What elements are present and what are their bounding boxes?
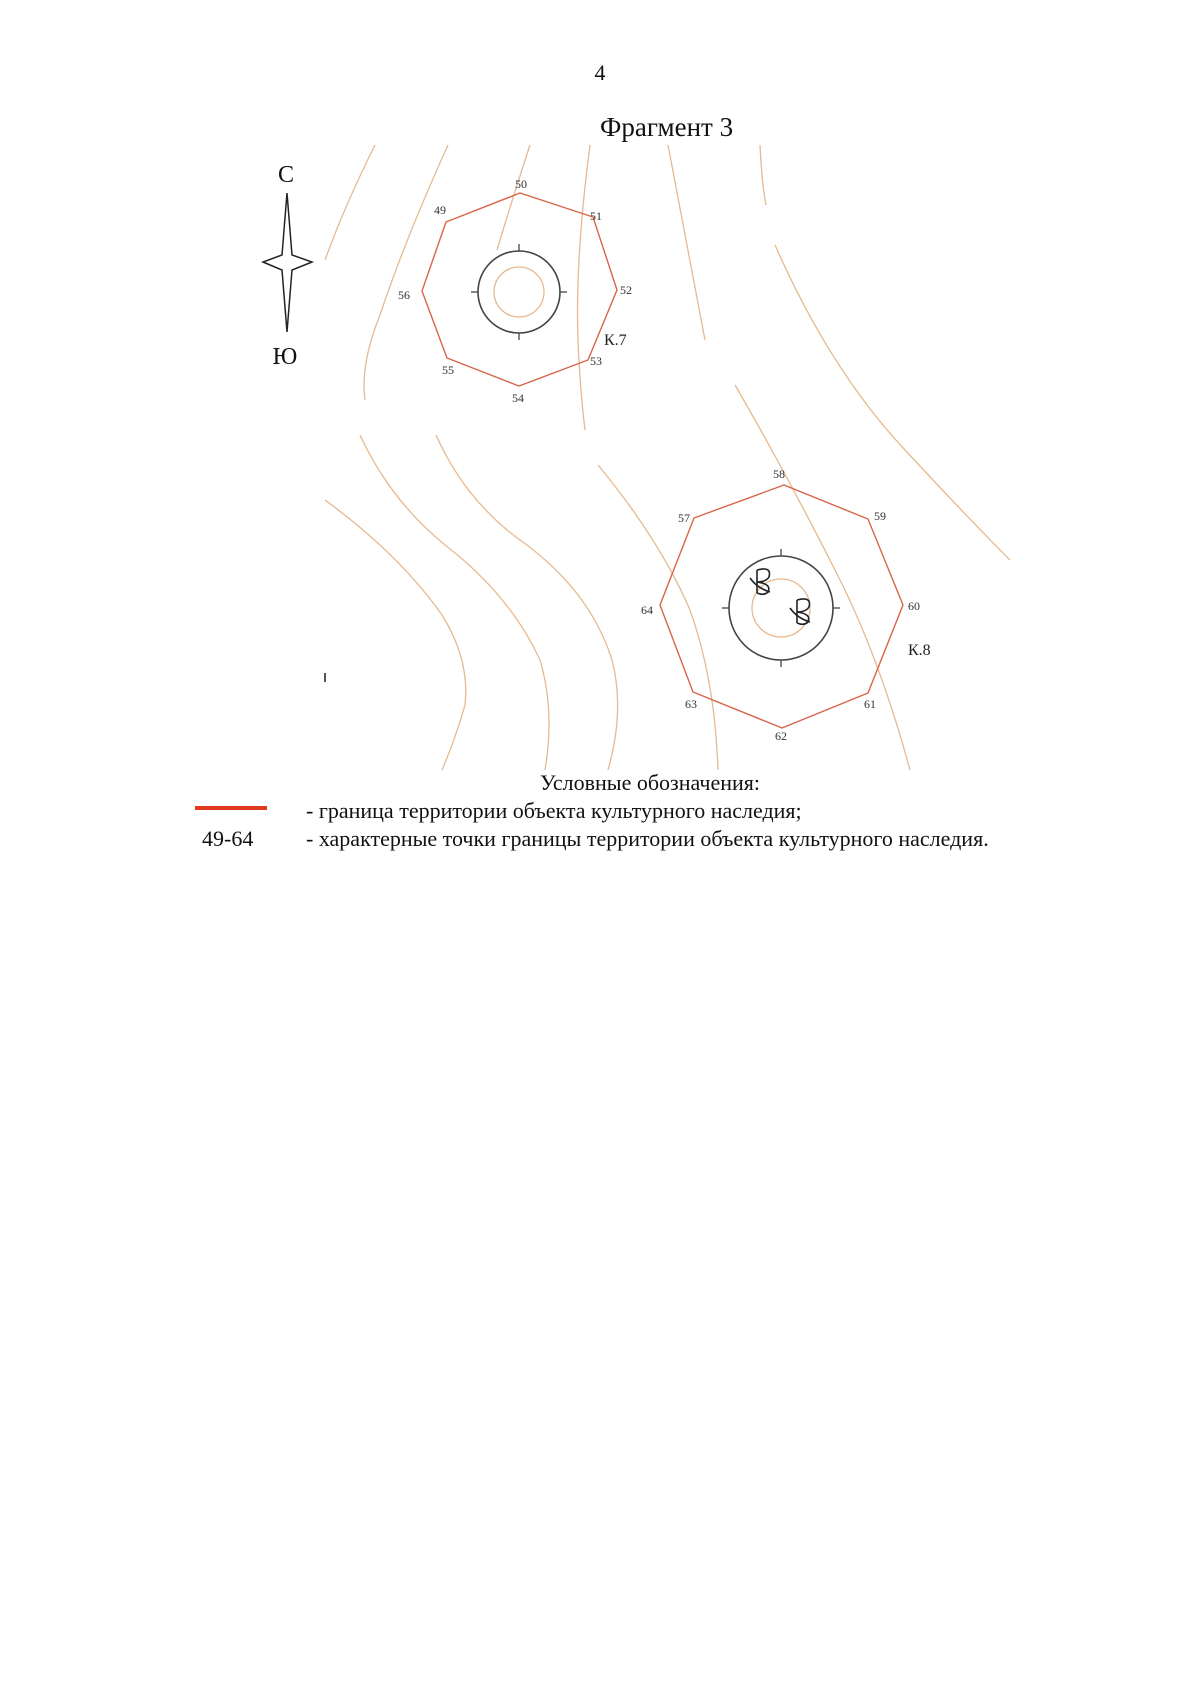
point-label-51: 51 — [590, 209, 602, 223]
point-label-56: 56 — [398, 288, 410, 302]
legend-boundary-line — [195, 806, 267, 810]
disturbance-icon — [790, 599, 810, 624]
point-label-54: 54 — [512, 391, 524, 405]
contour-line — [325, 500, 466, 770]
legend-title: Условные обозначения: — [539, 770, 761, 795]
page-number: 4 — [594, 60, 606, 85]
north-arrow — [263, 162, 312, 370]
contour-line — [364, 145, 448, 400]
mound-label-k8: К.8 — [908, 642, 931, 659]
contour-lines — [325, 145, 1010, 770]
point-label-52: 52 — [620, 283, 632, 297]
contour-line — [497, 145, 530, 250]
compass-south: Ю — [272, 344, 298, 370]
mound-ticks — [722, 549, 840, 667]
point-label-53: 53 — [590, 354, 602, 368]
contour-line — [325, 145, 375, 260]
boundary-polygon — [660, 485, 903, 728]
mound-label-k7: К.7 — [604, 332, 627, 349]
contour-line — [360, 435, 549, 770]
contour-line — [668, 145, 705, 340]
point-label-62: 62 — [775, 729, 787, 743]
contour-line — [760, 145, 766, 205]
fragment-title: Фрагмент 3 — [600, 112, 734, 142]
contour-line — [598, 465, 718, 770]
contour-line — [436, 435, 618, 770]
mound-outer-circle — [729, 556, 833, 660]
contour-line — [775, 245, 1010, 560]
boundary-k7 — [398, 177, 632, 405]
contour-line — [578, 145, 591, 430]
mound-ticks — [471, 244, 567, 340]
legend-boundary-text: - граница территории объекта культурного наследия; — [306, 798, 802, 823]
point-label-49: 49 — [434, 203, 446, 217]
point-label-55: 55 — [442, 363, 454, 377]
point-label-60: 60 — [908, 599, 920, 613]
boundary-k8 — [641, 467, 931, 743]
boundary-polygon — [422, 193, 617, 386]
compass-north: С — [277, 162, 295, 188]
mound-outer-circle — [478, 251, 560, 333]
point-label-64: 64 — [641, 603, 653, 617]
compass-needle — [263, 193, 312, 332]
legend-points-range: 49-64 — [202, 826, 254, 851]
mound-inner-circle — [494, 267, 544, 317]
point-label-50: 50 — [515, 177, 527, 191]
legend-points-text: - характерные точки границы территории объекта культурного наследия. — [306, 826, 989, 851]
disturbance-icon — [750, 569, 770, 594]
point-label-58: 58 — [773, 467, 785, 481]
point-label-61: 61 — [864, 697, 876, 711]
point-label-63: 63 — [685, 697, 697, 711]
point-label-57: 57 — [678, 511, 690, 525]
point-label-59: 59 — [874, 509, 886, 523]
